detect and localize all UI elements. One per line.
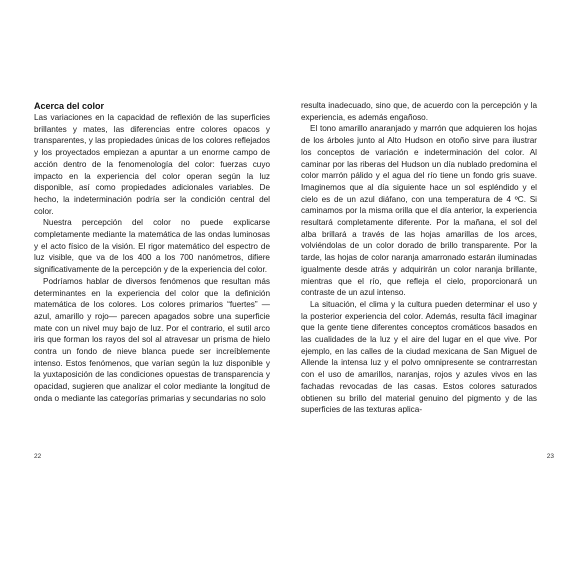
body-paragraph: Las variaciones en la capacidad de reflexión de las superficies brillantes y mates, las diferencias entre colores opacos y transparentes, y las propiedades únicas de los colores reflejados y los proyectados empiezan a apuntar a un enorme campo de acción dentro de la fenomenología del color: fuerzas cuyo impacto en la experiencia del color operan según la luz disponible, así como propiedades adicionales variables. De hecho, la indeterminación podría ser la condición central del color. [34, 113, 270, 216]
body-paragraph: La situación, el clima y la cultura pueden determinar el uso y la posterior experiencia del color. Además, resulta fácil imaginar que la gente tiene diferentes conceptos cromáticos basados en las cualidades de la luz y el aire del lugar en el que vive. Por ejemplo, en las calles de la ciudad mexicana de San Miguel de Allende la intensa luz y el polvo omnipresente se contrarrestan con el uso de amarillos, naranjas, rojos y azules vivos en las fachadas revocadas de las casas. Estos colores saturados obtienen su brillo del material genuino del pigmento y de las superficies de las texturas aplica- [301, 299, 537, 415]
body-paragraph: El tono amarillo anaranjado y marrón que adquieren los hojas de los árboles junto al Alto Hudson en otoño sirve para ilustrar los conceptos de variación e indeterminación del color. Al caminar por las riberas del Hudson un día nublado predomina el color marrón pálido y el agua del río tiene un fondo gris suave. Imaginemos que al día siguiente hace un sol espléndido y el cielo es de un azul diáfano, con una temperatura de 4 ºC. Si caminamos por la misma orilla que el día anterior, la experiencia resultará completamente diferente. Por la mañana, el sol del alba brillará a través de las hojas amarillas de los arces, volviéndolas de un color dorado de brillo transparente. Por la tarde, las hojas de color naranja amarronado estarán iluminadas igualmente desde atrás y adquirirán un color naranja brillante, mientras que el río, que refleja el cielo, proporcionará un contraste de un azul intenso. [301, 124, 537, 298]
section-heading: Acerca del color [34, 101, 105, 111]
page-number-left: 22 [34, 453, 42, 460]
left-text-column [34, 100, 270, 405]
page-number-right: 23 [546, 453, 554, 460]
body-paragraph: Podríamos hablar de diversos fenómenos que resultan más determinantes en la experiencia del color que la definición matemática de los colores. Los colores primarios “fuertes” —azul, amarillo y rojo— parecen apagados sobre una superficie mate con un nivel muy bajo de luz. Por el contrario, el sutil arco iris que forman los rayos del sol al atravesar un prisma de hielo contra un fondo de nieve blanca puede ser increíblemente intenso. Estos fenómenos, que varían según la luz disponible y la yuxtaposición de las condiciones opuestas de transparencia y opacidad, sugieren que analizar el color mediante la longitud de onda o mediante las categorías primarias y secundarias no solo [34, 276, 270, 403]
right-page [285, 0, 570, 570]
body-paragraph: Nuestra percepción del color no puede explicarse completamente mediante la matemática de las ondas luminosas y el acto físico de la visión. El rigor matemático del espectro de luz visible, que va de los 400 a los 700 nanómetros, difiere significativamente de la percepción y de la experiencia del color. [34, 218, 270, 275]
body-paragraph: resulta inadecuado, sino que, de acuerdo con la percepción y la experiencia, es además engañoso. [301, 101, 537, 122]
right-text-column [301, 100, 537, 416]
